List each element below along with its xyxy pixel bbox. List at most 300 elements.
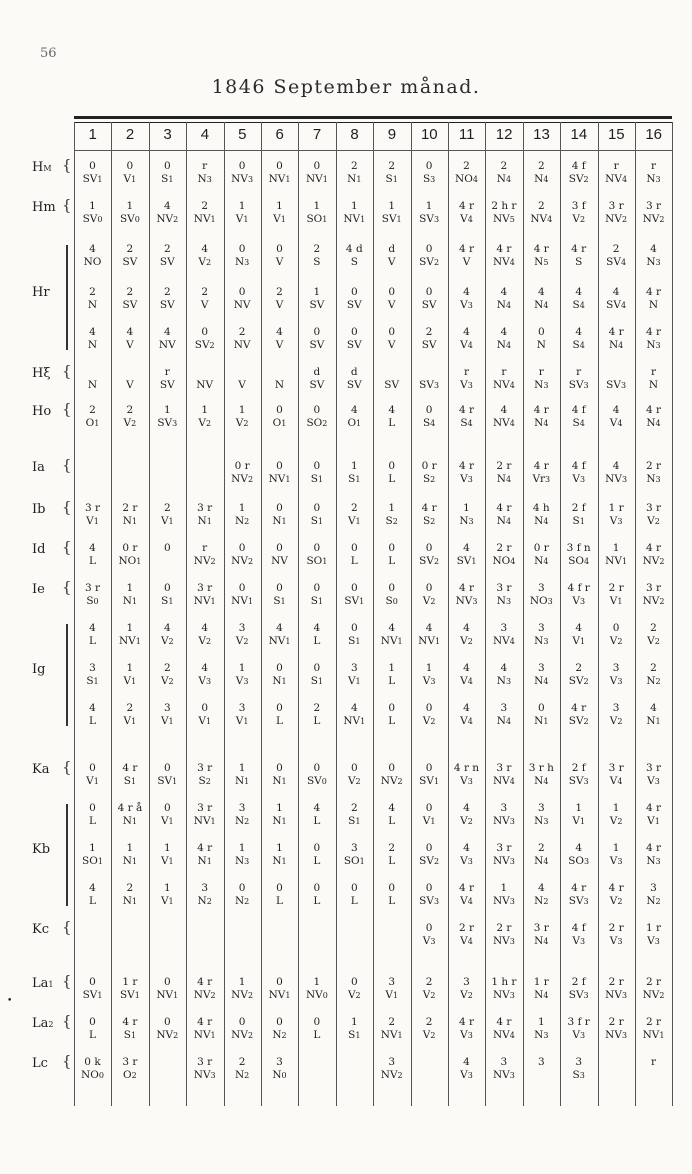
cell-direction: S1 bbox=[348, 815, 361, 827]
page-title: 1846 September månad. bbox=[211, 76, 481, 98]
brace-mark: { bbox=[62, 578, 72, 596]
cell-force: 3 r bbox=[122, 1056, 138, 1068]
cell-direction: N3 bbox=[197, 173, 212, 185]
cell-direction: SV4 bbox=[606, 256, 627, 268]
cell-force: 3 bbox=[463, 976, 470, 988]
row-group-label bbox=[32, 285, 50, 300]
cell-direction: S1 bbox=[310, 473, 324, 485]
cell-force: 0 bbox=[276, 762, 283, 774]
cell-force: 2 bbox=[537, 842, 545, 854]
cell-direction: SV2 bbox=[568, 675, 589, 687]
cell-force: 2 bbox=[388, 1016, 396, 1028]
cell-direction: V1 bbox=[123, 675, 137, 687]
cell-direction: NV2 bbox=[231, 1029, 254, 1041]
cell-force: 0 bbox=[350, 622, 358, 634]
cell-force: 1 r bbox=[645, 922, 662, 934]
cell-force: 2 r bbox=[496, 922, 512, 934]
cell-direction: L bbox=[89, 1029, 96, 1041]
cell-force: 4 r bbox=[645, 542, 662, 554]
cell-direction: SV3 bbox=[419, 895, 440, 907]
cell-force: 0 bbox=[201, 702, 209, 714]
cell-direction: NV bbox=[158, 339, 176, 351]
cell-force: 4 bbox=[575, 842, 583, 854]
cell-force: 4 r bbox=[608, 882, 624, 894]
cell-force: 0 r bbox=[421, 460, 437, 472]
day-header: 7 bbox=[312, 126, 322, 143]
cell-direction: L bbox=[388, 675, 396, 687]
cell-direction: N0 bbox=[272, 1069, 287, 1081]
cell-force: 0 k bbox=[84, 1056, 101, 1068]
cell-direction: V3 bbox=[460, 855, 473, 867]
cell-force: 0 bbox=[238, 582, 246, 594]
cell-force: 0 bbox=[126, 160, 134, 172]
cell-force: 1 bbox=[388, 502, 396, 514]
cell-direction: S1 bbox=[161, 595, 174, 607]
cell-force: 0 bbox=[350, 762, 358, 774]
cell-force: r bbox=[501, 366, 507, 378]
cell-force: 0 bbox=[163, 582, 171, 594]
cell-direction: V bbox=[126, 339, 134, 351]
cell-force: 3 r bbox=[645, 582, 662, 594]
cell-direction: V3 bbox=[572, 1029, 586, 1041]
cell-direction: SO1 bbox=[306, 213, 328, 225]
cell-direction: N3 bbox=[534, 635, 549, 647]
cell-force: 4 bbox=[500, 662, 508, 674]
cell-force: 1 bbox=[238, 976, 246, 988]
day-header: 6 bbox=[275, 126, 284, 143]
cell-force: 0 bbox=[276, 502, 283, 514]
cell-direction: S1 bbox=[273, 595, 286, 607]
cell-force: 1 bbox=[238, 842, 246, 854]
cell-force: 1 bbox=[388, 662, 396, 674]
cell-force: 2 bbox=[350, 160, 358, 172]
row-group-label-text: Hξ bbox=[32, 366, 51, 381]
cell-force: 4 bbox=[163, 326, 171, 338]
cell-direction: SV3 bbox=[419, 213, 440, 225]
cell-direction: V1 bbox=[123, 715, 137, 727]
cell-force: 4 bbox=[350, 404, 358, 416]
cell-force: 4 r bbox=[571, 243, 587, 255]
cell-direction: V1 bbox=[572, 815, 586, 827]
cell-force: 2 bbox=[463, 160, 470, 172]
cell-direction: N3 bbox=[646, 339, 661, 351]
cell-force: 0 bbox=[425, 702, 433, 714]
header-rule-thick bbox=[74, 116, 672, 119]
cell-force: 0 bbox=[276, 976, 283, 988]
cell-force: 0 bbox=[388, 882, 396, 894]
cell-direction: N2 bbox=[234, 1069, 250, 1081]
cell-force: 2 bbox=[276, 286, 283, 298]
cell-direction: NV4 bbox=[492, 379, 515, 391]
cell-direction: NO4 bbox=[455, 173, 478, 185]
cell-direction: V4 bbox=[460, 715, 473, 727]
cell-force: 3 bbox=[575, 1056, 583, 1068]
cell-direction: SV bbox=[421, 299, 437, 311]
cell-direction: NV1 bbox=[343, 213, 366, 225]
cell-direction: L bbox=[350, 895, 358, 907]
cell-force: 2 r bbox=[496, 542, 512, 554]
cell-force: 0 bbox=[350, 326, 358, 338]
cell-force: r bbox=[202, 542, 208, 554]
cell-direction: NV1 bbox=[268, 989, 291, 1001]
cell-force: 0 bbox=[276, 1016, 283, 1028]
cell-direction: V1 bbox=[160, 895, 174, 907]
cell-force: r bbox=[538, 366, 544, 378]
cell-force: 2 bbox=[537, 160, 545, 172]
cell-direction: V2 bbox=[123, 417, 137, 429]
cell-direction: S2 bbox=[198, 775, 211, 787]
cell-direction: N4 bbox=[496, 473, 512, 485]
column-rule bbox=[523, 122, 524, 1106]
cell-direction: S2 bbox=[385, 515, 398, 527]
cell-force: 1 bbox=[575, 802, 583, 814]
cell-force: 1 bbox=[350, 200, 358, 212]
cell-force: 4 r bbox=[458, 200, 475, 212]
cell-force: r bbox=[576, 366, 582, 378]
cell-force: 4 r n bbox=[453, 762, 480, 774]
cell-force: 0 bbox=[425, 286, 433, 298]
day-header: 11 bbox=[458, 126, 475, 143]
cell-force: 2 r bbox=[458, 922, 475, 934]
column-rule bbox=[298, 122, 299, 1106]
cell-force: 4 bbox=[650, 243, 657, 255]
row-group-label bbox=[32, 976, 53, 991]
cell-force: 0 bbox=[313, 842, 321, 854]
cell-force: 4 bbox=[463, 702, 470, 714]
row-group-label-subscript: M bbox=[43, 164, 52, 173]
cell-force: 2 bbox=[650, 662, 657, 674]
cell-direction: SV bbox=[309, 299, 325, 311]
row-group-label-text: Kb bbox=[32, 842, 51, 857]
cell-direction: NV1 bbox=[418, 635, 441, 647]
cell-force: 0 bbox=[388, 762, 396, 774]
cell-direction: V2 bbox=[235, 417, 249, 429]
cell-direction: L bbox=[388, 895, 396, 907]
cell-direction: V1 bbox=[160, 715, 174, 727]
cell-direction: S0 bbox=[86, 595, 99, 607]
cell-direction: L bbox=[388, 473, 396, 485]
cell-force: 4 bbox=[575, 622, 583, 634]
cell-force: 2 bbox=[350, 802, 358, 814]
cell-force: 3 bbox=[163, 702, 171, 714]
cell-direction: N2 bbox=[646, 675, 661, 687]
cell-force: 0 bbox=[313, 882, 321, 894]
cell-direction: NV bbox=[196, 379, 214, 391]
cell-force: 2 r bbox=[496, 460, 512, 472]
cell-direction: N4 bbox=[496, 339, 512, 351]
cell-direction: N1 bbox=[646, 715, 661, 727]
cell-force: 3 r bbox=[496, 842, 512, 854]
cell-direction: SV bbox=[309, 379, 325, 391]
cell-direction: N4 bbox=[534, 675, 549, 687]
brace-mark: { bbox=[62, 1052, 72, 1070]
cell-direction: N4 bbox=[534, 775, 549, 787]
cell-direction: SV1 bbox=[119, 989, 140, 1001]
cell-force: 2 bbox=[126, 243, 134, 255]
cell-force: 3 bbox=[201, 882, 209, 894]
cell-force: 4 bbox=[89, 622, 96, 634]
cell-force: 0 bbox=[388, 286, 396, 298]
cell-direction: NV bbox=[233, 299, 251, 311]
row-group-label bbox=[32, 160, 52, 175]
cell-direction: N4 bbox=[534, 417, 549, 429]
cell-force: 4 r bbox=[645, 802, 662, 814]
cell-force: 2 bbox=[238, 1056, 246, 1068]
cell-force: r bbox=[650, 1056, 657, 1068]
cell-direction: SV2 bbox=[419, 555, 440, 567]
cell-direction: N1 bbox=[122, 895, 138, 907]
cell-direction: NV1 bbox=[268, 173, 291, 185]
cell-direction: NV2 bbox=[380, 775, 403, 787]
brace-mark: { bbox=[62, 498, 72, 516]
cell-direction: NV bbox=[233, 339, 251, 351]
cell-direction: N1 bbox=[347, 173, 362, 185]
cell-direction: V3 bbox=[572, 935, 586, 947]
cell-direction: NV0 bbox=[305, 989, 328, 1001]
cell-direction: V2 bbox=[198, 256, 212, 268]
cell-force: 1 bbox=[463, 502, 470, 514]
cell-direction: V1 bbox=[609, 595, 623, 607]
cell-direction: NV3 bbox=[492, 815, 515, 827]
cell-force: 0 bbox=[163, 762, 171, 774]
cell-direction: S4 bbox=[422, 417, 436, 429]
cell-force: 1 bbox=[126, 662, 134, 674]
cell-direction: L bbox=[388, 855, 396, 867]
cell-force: r bbox=[650, 160, 657, 172]
cell-force: 3 bbox=[537, 582, 545, 594]
cell-direction: NV1 bbox=[193, 595, 216, 607]
cell-direction: V1 bbox=[86, 515, 99, 527]
cell-force: 2 r bbox=[122, 502, 138, 514]
cell-force: 4 bbox=[612, 460, 620, 472]
cell-direction: NV2 bbox=[193, 555, 216, 567]
cell-direction: SV1 bbox=[456, 555, 477, 567]
cell-direction: N3 bbox=[234, 256, 250, 268]
cell-force: 2 bbox=[575, 662, 583, 674]
cell-direction: V2 bbox=[460, 635, 473, 647]
cell-direction: S1 bbox=[348, 1029, 361, 1041]
column-rule bbox=[635, 122, 636, 1106]
cell-force: 1 bbox=[238, 662, 246, 674]
cell-force: 3 bbox=[388, 1056, 396, 1068]
cell-direction: N2 bbox=[272, 1029, 287, 1041]
cell-force: 0 bbox=[313, 404, 321, 416]
cell-direction: NV1 bbox=[193, 1029, 216, 1041]
cell-direction: NV1 bbox=[642, 1029, 665, 1041]
cell-direction: O1 bbox=[85, 417, 100, 429]
cell-direction: NV3 bbox=[231, 173, 254, 185]
cell-force: 1 bbox=[612, 542, 620, 554]
cell-force: 4 r bbox=[533, 460, 549, 472]
cell-direction: N bbox=[648, 299, 659, 311]
cell-force: 0 bbox=[425, 542, 433, 554]
cell-force: 4 f bbox=[571, 404, 586, 416]
cell-force: 1 h r bbox=[491, 976, 517, 988]
cell-direction: L bbox=[388, 815, 396, 827]
cell-force: 3 r bbox=[608, 762, 624, 774]
cell-direction: N4 bbox=[646, 417, 661, 429]
cell-force: 1 bbox=[126, 200, 134, 212]
cell-force: 4 r bbox=[458, 582, 475, 594]
cell-direction: SV4 bbox=[606, 299, 627, 311]
cell-force: 3 bbox=[537, 802, 545, 814]
cell-direction: V2 bbox=[609, 635, 623, 647]
cell-direction: V3 bbox=[647, 935, 660, 947]
cell-force: 3 r bbox=[645, 762, 662, 774]
row-group-label-text: Ib bbox=[32, 502, 46, 517]
row-group-label bbox=[32, 366, 51, 381]
cell-force: 4 bbox=[575, 326, 583, 338]
cell-direction: V3 bbox=[609, 675, 623, 687]
cell-force: 0 bbox=[89, 976, 96, 988]
cell-force: 4 r bbox=[458, 243, 475, 255]
cell-direction: V bbox=[275, 256, 284, 268]
brace-mark: { bbox=[62, 362, 72, 380]
cell-direction: N2 bbox=[234, 515, 250, 527]
cell-force: 4 bbox=[388, 802, 396, 814]
cell-direction: NV1 bbox=[193, 815, 216, 827]
cell-force: 1 bbox=[126, 582, 134, 594]
cell-direction: O1 bbox=[347, 417, 362, 429]
cell-force: 0 bbox=[425, 160, 433, 172]
cell-force: 3 bbox=[276, 1056, 283, 1068]
cell-force: 0 bbox=[425, 404, 433, 416]
cell-direction: SV bbox=[346, 299, 362, 311]
cell-direction: V1 bbox=[160, 515, 174, 527]
cell-force: 4 bbox=[612, 404, 620, 416]
cell-direction: V3 bbox=[422, 935, 436, 947]
cell-force: 2 r bbox=[608, 976, 624, 988]
cell-direction: NV2 bbox=[642, 989, 665, 1001]
cell-direction: V4 bbox=[460, 895, 473, 907]
cell-force: 4 bbox=[313, 622, 321, 634]
cell-direction: V3 bbox=[460, 775, 473, 787]
cell-force: 4 f r bbox=[567, 582, 590, 594]
cell-direction: SV bbox=[346, 339, 362, 351]
cell-direction: S3 bbox=[422, 173, 436, 185]
cell-force: 2 bbox=[537, 200, 545, 212]
cell-force: 1 bbox=[201, 404, 209, 416]
cell-force: 0 bbox=[313, 460, 321, 472]
cell-direction: NV1 bbox=[305, 173, 328, 185]
cell-force: 4 bbox=[537, 882, 545, 894]
cell-direction: SV3 bbox=[568, 379, 589, 391]
cell-direction: N1 bbox=[272, 515, 287, 527]
cell-force: 4 bbox=[500, 404, 508, 416]
cell-direction: S2 bbox=[422, 515, 436, 527]
cell-direction: V1 bbox=[572, 635, 586, 647]
cell-direction: N5 bbox=[534, 256, 549, 268]
cell-force: 3 r bbox=[496, 582, 512, 594]
cell-direction: S0 bbox=[385, 595, 398, 607]
cell-direction: V2 bbox=[235, 635, 249, 647]
cell-direction: SV3 bbox=[606, 379, 627, 391]
cell-force: 3 r bbox=[645, 502, 662, 514]
cell-force: 2 f bbox=[571, 976, 586, 988]
cell-direction: L bbox=[388, 715, 396, 727]
cell-force: 3 bbox=[238, 702, 246, 714]
cell-direction: NV2 bbox=[642, 555, 665, 567]
row-group-label bbox=[32, 842, 50, 857]
cell-direction: NO bbox=[83, 256, 102, 268]
cell-direction: NV bbox=[271, 555, 288, 567]
cell-force: 4 bbox=[463, 326, 470, 338]
cell-force: 3 bbox=[500, 1056, 508, 1068]
column-rule bbox=[560, 122, 561, 1106]
cell-direction: N1 bbox=[122, 855, 138, 867]
cell-direction: L bbox=[313, 815, 321, 827]
cell-direction: NV3 bbox=[492, 855, 515, 867]
cell-force: 1 bbox=[388, 200, 396, 212]
cell-direction: V1 bbox=[160, 815, 174, 827]
cell-force: 0 bbox=[537, 702, 545, 714]
cell-force: 0 bbox=[350, 542, 358, 554]
cell-direction: S bbox=[575, 256, 583, 268]
cell-force: 0 r bbox=[533, 542, 549, 554]
cell-force: 0 bbox=[276, 702, 283, 714]
cell-direction: NV1 bbox=[605, 555, 628, 567]
cell-direction: SV bbox=[122, 299, 138, 311]
cell-direction: V3 bbox=[609, 855, 623, 867]
column-rule bbox=[598, 122, 599, 1106]
cell-direction: SV bbox=[384, 379, 400, 391]
cell-direction: NV3 bbox=[492, 989, 515, 1001]
cell-direction: L bbox=[388, 417, 396, 429]
cell-direction: SV0 bbox=[306, 775, 327, 787]
cell-direction: NV3 bbox=[492, 935, 515, 947]
cell-force: 0 bbox=[276, 662, 283, 674]
cell-direction: L bbox=[89, 815, 96, 827]
cell-force: 0 bbox=[238, 1016, 246, 1028]
cell-force: 4 bbox=[463, 1056, 470, 1068]
cell-direction: N3 bbox=[646, 256, 661, 268]
cell-direction: SV2 bbox=[568, 173, 589, 185]
row-group-label-text: La bbox=[32, 1016, 49, 1031]
cell-direction: N4 bbox=[534, 555, 549, 567]
cell-direction: N3 bbox=[534, 379, 549, 391]
cell-direction: V2 bbox=[198, 635, 212, 647]
cell-force: 2 bbox=[89, 404, 96, 416]
cell-force: 3 bbox=[238, 622, 246, 634]
cell-direction: V3 bbox=[460, 1069, 473, 1081]
cell-direction: NV3 bbox=[605, 1029, 628, 1041]
cell-force: 0 bbox=[388, 582, 396, 594]
cell-force: 4 bbox=[537, 286, 545, 298]
cell-direction: N1 bbox=[197, 515, 212, 527]
cell-direction: N3 bbox=[646, 173, 661, 185]
cell-force: 3 r bbox=[197, 802, 213, 814]
cell-direction: N4 bbox=[496, 715, 512, 727]
row-group-label bbox=[32, 1016, 53, 1031]
cell-force: 3 bbox=[89, 662, 96, 674]
cell-direction: V2 bbox=[609, 715, 623, 727]
cell-direction: V3 bbox=[198, 675, 212, 687]
row-group-label-text: La bbox=[32, 976, 49, 991]
cell-force: 2 bbox=[163, 502, 171, 514]
cell-direction: V4 bbox=[460, 339, 473, 351]
cell-direction: N bbox=[87, 299, 98, 311]
cell-force: 4 r bbox=[122, 762, 138, 774]
cell-force: 2 bbox=[425, 326, 433, 338]
row-group-label-subscript: 2 bbox=[48, 1020, 54, 1029]
cell-direction: V4 bbox=[609, 417, 623, 429]
cell-direction: N4 bbox=[496, 299, 512, 311]
cell-direction: NV1 bbox=[268, 635, 291, 647]
cell-direction: N4 bbox=[534, 299, 549, 311]
cell-force: 4 r bbox=[458, 460, 475, 472]
cell-direction: N1 bbox=[122, 815, 138, 827]
cell-direction: SV2 bbox=[419, 256, 440, 268]
